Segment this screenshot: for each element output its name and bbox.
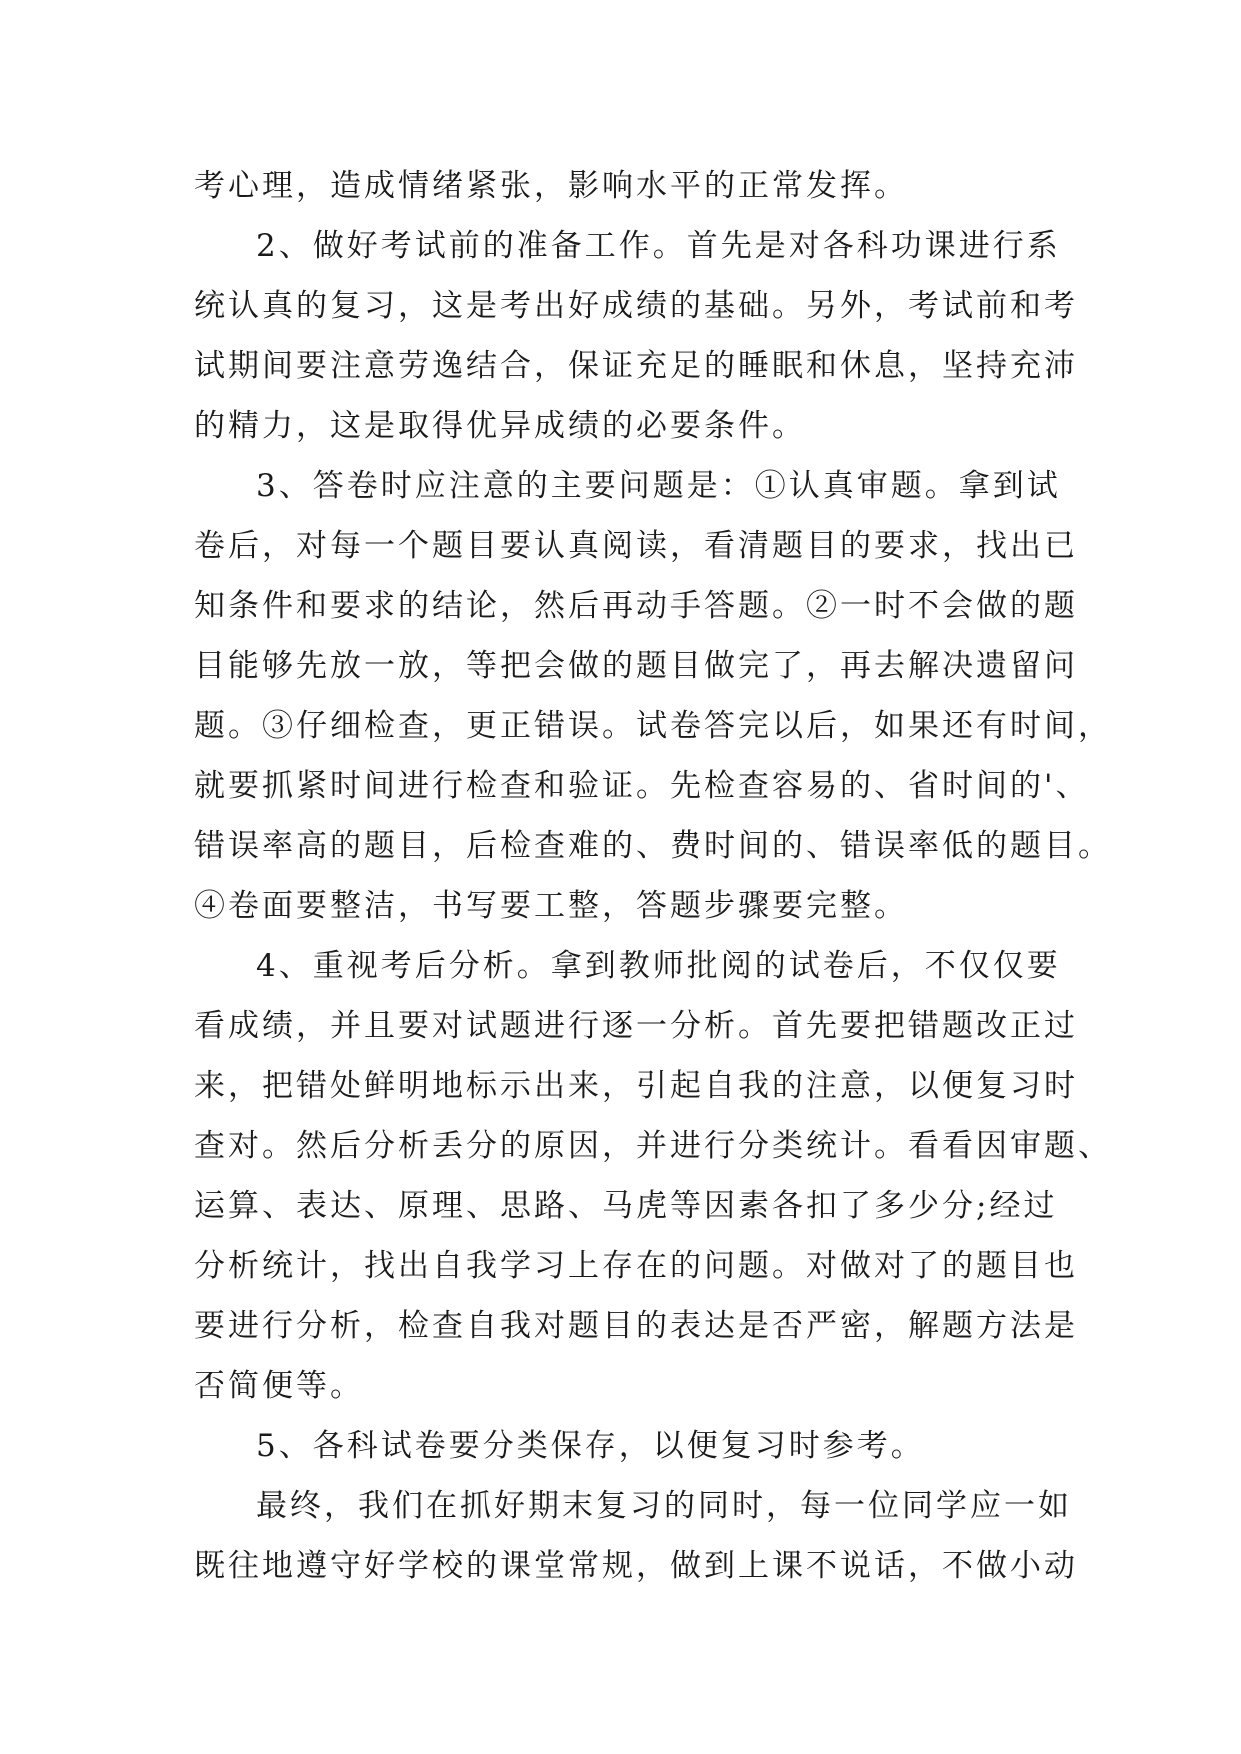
text-line: 卷后，对每一个题目要认真阅读，看清题目的要求，找出已 <box>194 528 1078 564</box>
text-line: 否简便等。 <box>194 1368 364 1404</box>
document-body <box>194 156 1112 1596</box>
text-line: 知条件和要求的结论，然后再动手答题。②一时不会做的题 <box>194 588 1078 624</box>
text-line-paragraph-start: 最终，我们在抓好期末复习的同时，每一位同学应一如 <box>256 1488 1072 1524</box>
text-line: 错误率高的题目，后检查难的、费时间的、错误率低的题目。 <box>194 828 1112 864</box>
text-line: 来，把错处鲜明地标示出来，引起自我的注意，以便复习时 <box>194 1068 1078 1104</box>
text-line-paragraph-start: 2、做好考试前的准备工作。首先是对各科功课进行系 <box>256 228 1061 264</box>
text-line: 既往地遵守好学校的课堂常规，做到上课不说话，不做小动 <box>194 1548 1078 1584</box>
text-line: 的精力，这是取得优异成绩的必要条件。 <box>194 408 806 444</box>
text-line: 分析统计，找出自我学习上存在的问题。对做对了的题目也 <box>194 1248 1078 1284</box>
text-line-paragraph-start: 3、答卷时应注意的主要问题是：①认真审题。拿到试 <box>256 468 1061 504</box>
text-line: 考心理，造成情绪紧张，影响水平的正常发挥。 <box>194 168 908 204</box>
text-line: 目能够先放一放，等把会做的题目做完了，再去解决遗留问 <box>194 648 1078 684</box>
text-line-paragraph-start: 5、各科试卷要分类保存，以便复习时参考。 <box>256 1428 925 1464</box>
text-line: 试期间要注意劳逸结合，保证充足的睡眠和休息，坚持充沛 <box>194 348 1078 384</box>
text-line: 就要抓紧时间进行检查和验证。先检查容易的、省时间的'、 <box>194 768 1090 804</box>
text-line: 统认真的复习，这是考出好成绩的基础。另外，考试前和考 <box>194 288 1078 324</box>
text-line: ④卷面要整洁，书写要工整，答题步骤要完整。 <box>194 888 908 924</box>
text-line: 查对。然后分析丢分的原因，并进行分类统计。看看因审题、 <box>194 1128 1112 1164</box>
text-line: 题。③仔细检查，更正错误。试卷答完以后，如果还有时间， <box>194 708 1112 744</box>
text-line: 要进行分析，检查自我对题目的表达是否严密，解题方法是 <box>194 1308 1078 1344</box>
text-line: 运算、表达、原理、思路、马虎等因素各扣了多少分;经过 <box>194 1188 1058 1224</box>
text-line: 看成绩，并且要对试题进行逐一分析。首先要把错题改正过 <box>194 1008 1078 1044</box>
text-line-paragraph-start: 4、重视考后分析。拿到教师批阅的试卷后，不仅仅要 <box>256 948 1061 984</box>
